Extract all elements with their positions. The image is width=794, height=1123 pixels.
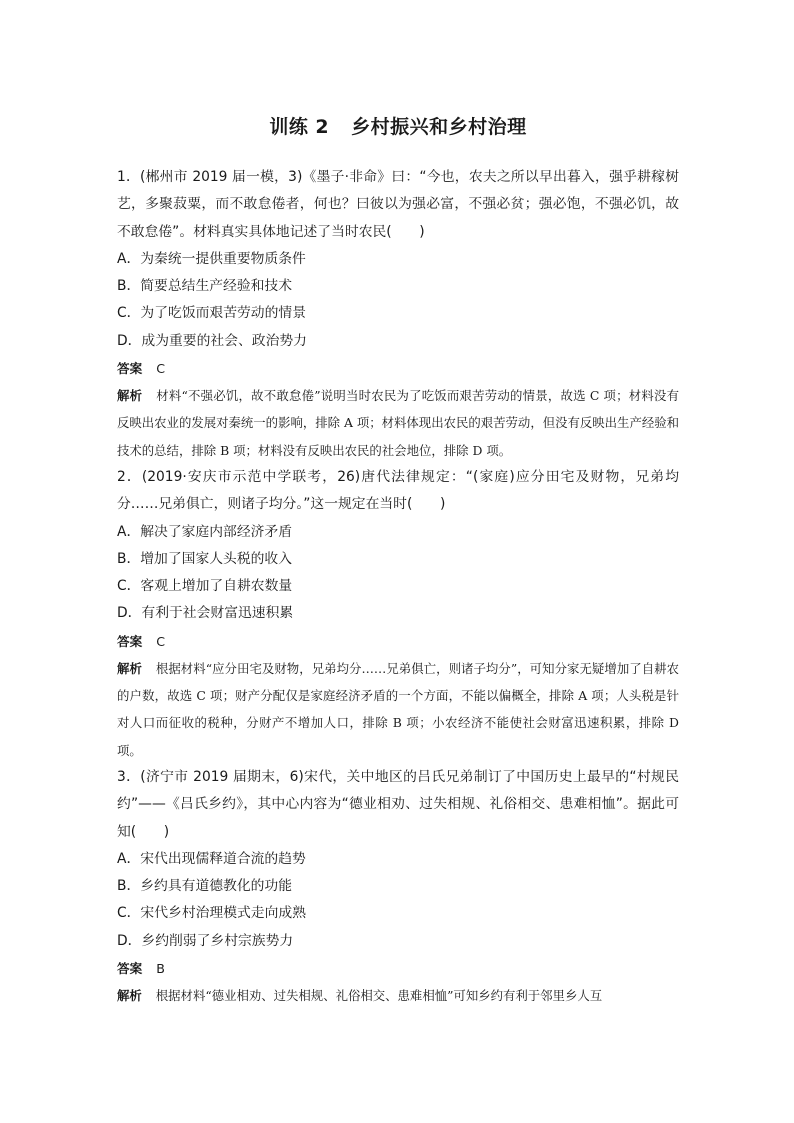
option-d: D．成为重要的社会、政治势力 xyxy=(117,332,307,349)
answer-label: 答案 xyxy=(117,361,143,377)
answer-value: B xyxy=(156,961,165,977)
analysis-paragraph xyxy=(117,655,679,764)
option-b: B．简要总结生产经验和技术 xyxy=(117,278,293,295)
option-c: C．客观上增加了自耕农数量 xyxy=(117,578,293,595)
option-a: A．解决了家庭内部经济矛盾 xyxy=(117,523,292,540)
analysis-label: 解析 xyxy=(117,660,142,676)
question-stem: 3．(济宁市 2019 届期末，6)宋代，关中地区的吕氏兄弟制订了中国历史上最早的“村规民约”——《吕氏乡约》，其中心内容为“德业相劝、过失相规、礼俗相交、患难相恤”。据此可知( ) xyxy=(117,768,679,840)
option-b: B．乡约具有道德教化的功能 xyxy=(117,878,293,895)
answer-label: 答案 xyxy=(117,633,143,649)
option-a: A．宋代出现儒释道合流的趋势 xyxy=(117,850,306,867)
question-stem: 1．(郴州市 2019 届一模，3)《墨子·非命》曰：“今也，农夫之所以早出暮入，强乎耕稼树艺，多聚菽粟，而不敢怠倦者，何也？曰彼以为强必富，不强必贫；强必饱，不强必饥，故不敢怠倦”。材料真实具体地记述了当时农民( ) xyxy=(117,169,679,240)
analysis-text: 根据材料“应分田宅及财物，兄弟均分……兄弟俱亡，则诸子均分”，可知分家无疑增加了自耕农的户数，故选 C 项；财产分配仅是家庭经济矛盾的一个方面，不能以偏概全，排除 A 项；人头税是针对人口而征收的税种，分财产不增加人口，排除 B 项；小农经济不能使社会财富迅速积累，排除 D 项。 xyxy=(117,660,680,758)
analysis-paragraph xyxy=(117,382,679,464)
option-b: B．增加了国家人头税的收入 xyxy=(117,550,293,567)
option-c: C．宋代乡村治理模式走向成熟 xyxy=(117,905,306,922)
analysis-paragraph xyxy=(117,982,679,1009)
option-d: D．有利于社会财富迅速积累 xyxy=(117,605,294,622)
answer-line xyxy=(117,355,679,382)
answer-label: 答案 xyxy=(117,961,143,977)
question-3 xyxy=(117,764,679,1009)
question-2 xyxy=(117,464,679,764)
page-title xyxy=(117,112,679,142)
answer-line xyxy=(117,628,679,655)
option-a: A．为秦统一提供重要物质条件 xyxy=(117,250,306,267)
title-prefix: 训练 2 xyxy=(269,116,330,138)
answer-line xyxy=(117,955,679,982)
answer-value: C xyxy=(156,633,165,649)
title-main: 乡村振兴和乡村治理 xyxy=(351,116,527,138)
analysis-label: 解析 xyxy=(117,388,143,404)
analysis-text: 根据材料“德业相劝、过失相规、礼俗相交、患难相恤”可知乡约有利于邻里乡人互 xyxy=(155,988,603,1004)
analysis-text: 材料“不强必饥，故不敢怠倦”说明当时农民为了吃饭而艰苦劳动的情景，故选 C 项；材料没有反映出农业的发展对秦统一的影响，排除 A 项；材料体现出农民的艰苦劳动，但没有反映出生产经验和技术的总结，排除 B 项；材料没有反映出农民的社会地位，排除 D 项。 xyxy=(117,388,680,458)
analysis-label: 解析 xyxy=(117,988,142,1004)
question-1 xyxy=(117,164,679,464)
question-stem: 2．(2019·安庆市示范中学联考，26)唐代法律规定：“(家庭)应分田宅及财物，兄弟均分……兄弟俱亡，则诸子均分。”这一规定在当时( ) xyxy=(117,468,679,513)
option-c: C．为了吃饭而艰苦劳动的情景 xyxy=(117,305,306,322)
option-d: D．乡约削弱了乡村宗族势力 xyxy=(117,932,294,949)
answer-value: C xyxy=(156,361,165,377)
document-page xyxy=(117,112,679,1009)
